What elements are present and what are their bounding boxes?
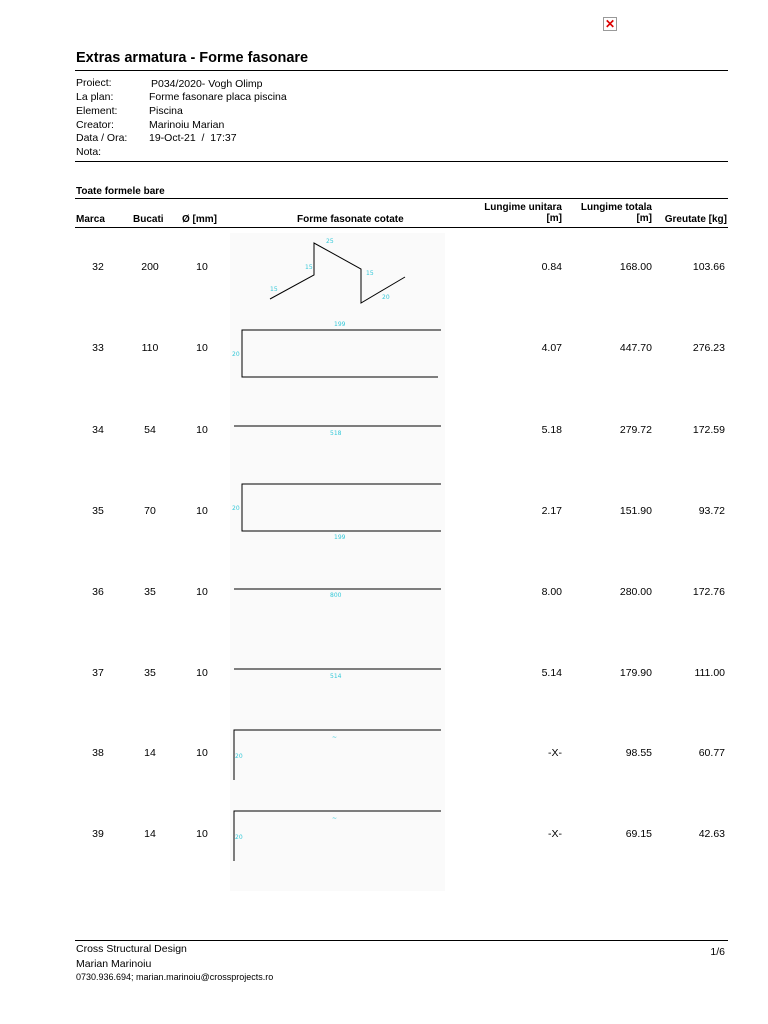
dimension-label: 15 xyxy=(270,286,278,293)
cell-marca: 35 xyxy=(92,505,104,517)
meta-label-creator: Creator: xyxy=(76,119,114,131)
close-icon[interactable]: ✕ xyxy=(604,17,616,31)
cell-lungime-unitara: 8.00 xyxy=(541,586,562,598)
footer-contact: 0730.936.694; marian.marinoiu@crossprojects.ro xyxy=(76,972,274,982)
cell-greutate: 60.77 xyxy=(698,747,725,759)
cell-lungime-totala: 168.00 xyxy=(619,261,652,273)
header-bucati: Bucati xyxy=(133,214,164,225)
meta-value-creator: Marinoiu Marian xyxy=(149,119,225,131)
page-title: Extras armatura - Forme fasonare xyxy=(76,50,309,66)
header-marca: Marca xyxy=(76,214,105,225)
cell-lungime-unitara: 2.17 xyxy=(541,505,562,517)
shape-drawing-37 xyxy=(230,638,445,728)
cell-bucati: 35 xyxy=(144,586,156,598)
cell-bucati: 54 xyxy=(144,424,156,436)
dimension-label: ~ xyxy=(332,815,338,822)
cell-bucati: 70 xyxy=(144,505,156,517)
footer-divider xyxy=(75,940,728,941)
meta-label-data-ora: Data / Ora: xyxy=(76,132,128,144)
cell-lungime-unitara: 0.84 xyxy=(541,261,562,273)
page-number: 1/6 xyxy=(710,946,725,958)
shape-drawing-35 xyxy=(230,476,445,566)
section-title: Toate formele bare xyxy=(76,186,165,197)
meta-label-proiect: Proiect: xyxy=(76,77,112,89)
dimension-label: 20 xyxy=(232,351,240,358)
cell-bucati: 14 xyxy=(144,747,156,759)
cell-lungime-totala: 69.15 xyxy=(625,828,652,840)
cell-greutate: 276.23 xyxy=(692,342,725,354)
cell-lungime-unitara: 5.18 xyxy=(541,424,562,436)
cell-lungime-unitara: 4.07 xyxy=(541,342,562,354)
dimension-label: 20 xyxy=(235,753,243,760)
shape-drawing-34 xyxy=(230,395,445,485)
cell-greutate: 172.76 xyxy=(692,586,725,598)
cell-greutate: 93.72 xyxy=(698,505,725,517)
meta-value-proiect: P034/2020- Vogh Olimp xyxy=(151,78,263,90)
dimension-label: 518 xyxy=(330,430,342,437)
cell-marca: 32 xyxy=(92,261,104,273)
cell-marca: 37 xyxy=(92,667,104,679)
cell-bucati: 200 xyxy=(141,261,159,273)
dimension-label: 15 xyxy=(305,264,313,271)
header-forme: Forme fasonate cotate xyxy=(297,214,404,225)
dimension-label: 199 xyxy=(334,321,346,328)
cell-lungime-totala: 98.55 xyxy=(625,747,652,759)
dimension-label: 800 xyxy=(330,592,342,599)
cell-greutate: 103.66 xyxy=(692,261,725,273)
cell-lungime-totala: 179.90 xyxy=(619,667,652,679)
cell-diametru: 10 xyxy=(196,667,208,679)
header-diametru: Ø [mm] xyxy=(182,214,217,225)
cell-diametru: 10 xyxy=(196,261,208,273)
dimension-label: 514 xyxy=(330,673,342,680)
cell-greutate: 42.63 xyxy=(698,828,725,840)
cell-bucati: 14 xyxy=(144,828,156,840)
cell-marca: 38 xyxy=(92,747,104,759)
cell-diametru: 10 xyxy=(196,342,208,354)
cell-bucati: 110 xyxy=(141,342,159,354)
cell-diametru: 10 xyxy=(196,747,208,759)
dimension-label: 20 xyxy=(232,505,240,512)
meta-label-la-plan: La plan: xyxy=(76,91,114,103)
cell-lungime-totala: 151.90 xyxy=(619,505,652,517)
cell-marca: 39 xyxy=(92,828,104,840)
meta-value-data-ora: 19-Oct-21 / 17:37 xyxy=(149,132,237,144)
shape-drawing-36 xyxy=(230,557,445,647)
cell-marca: 36 xyxy=(92,586,104,598)
cell-greutate: 111.00 xyxy=(694,667,725,679)
dimension-label: 15 xyxy=(366,270,374,277)
dimension-label: 20 xyxy=(382,294,390,301)
meta-value-element: Piscina xyxy=(149,105,183,117)
section-divider xyxy=(75,198,728,199)
cell-greutate: 172.59 xyxy=(692,424,725,436)
header-greutate: Greutate [kg] xyxy=(664,214,727,225)
header-lungime-totala-line1: Lungime totala xyxy=(580,202,652,213)
dimension-label: ~ xyxy=(332,734,338,741)
cell-lungime-unitara: -X- xyxy=(548,747,562,759)
meta-divider xyxy=(75,161,728,162)
cell-lungime-totala: 279.72 xyxy=(619,424,652,436)
cell-lungime-totala: 280.00 xyxy=(619,586,652,598)
cell-marca: 34 xyxy=(92,424,104,436)
cell-lungime-unitara: 5.14 xyxy=(541,667,562,679)
dimension-label: 199 xyxy=(334,534,346,541)
title-divider xyxy=(75,70,728,71)
header-lungime-unitara-line2: [m] xyxy=(546,213,562,224)
meta-label-element: Element: xyxy=(76,105,118,117)
cell-lungime-unitara: -X- xyxy=(548,828,562,840)
footer-author: Marian Marinoiu xyxy=(76,958,152,970)
dimension-label: 20 xyxy=(235,834,243,841)
shape-drawing-33 xyxy=(230,314,445,404)
meta-label-nota: Nota: xyxy=(76,146,102,158)
shape-drawing-32 xyxy=(230,233,445,323)
shape-drawing-39 xyxy=(230,801,445,891)
cell-lungime-totala: 447.70 xyxy=(619,342,652,354)
cell-bucati: 35 xyxy=(144,667,156,679)
header-lungime-totala-line2: [m] xyxy=(636,213,652,224)
shape-drawing-38 xyxy=(230,720,445,810)
header-lungime-unitara-line1: Lungime unitara xyxy=(484,202,562,213)
cell-diametru: 10 xyxy=(196,586,208,598)
header-divider xyxy=(75,227,728,228)
cell-diametru: 10 xyxy=(196,828,208,840)
cell-diametru: 10 xyxy=(196,505,208,517)
meta-value-la-plan: Forme fasonare placa piscina xyxy=(149,91,287,103)
footer-company: Cross Structural Design xyxy=(76,943,187,955)
dimension-label: 25 xyxy=(326,238,334,245)
cell-marca: 33 xyxy=(92,342,104,354)
cell-diametru: 10 xyxy=(196,424,208,436)
